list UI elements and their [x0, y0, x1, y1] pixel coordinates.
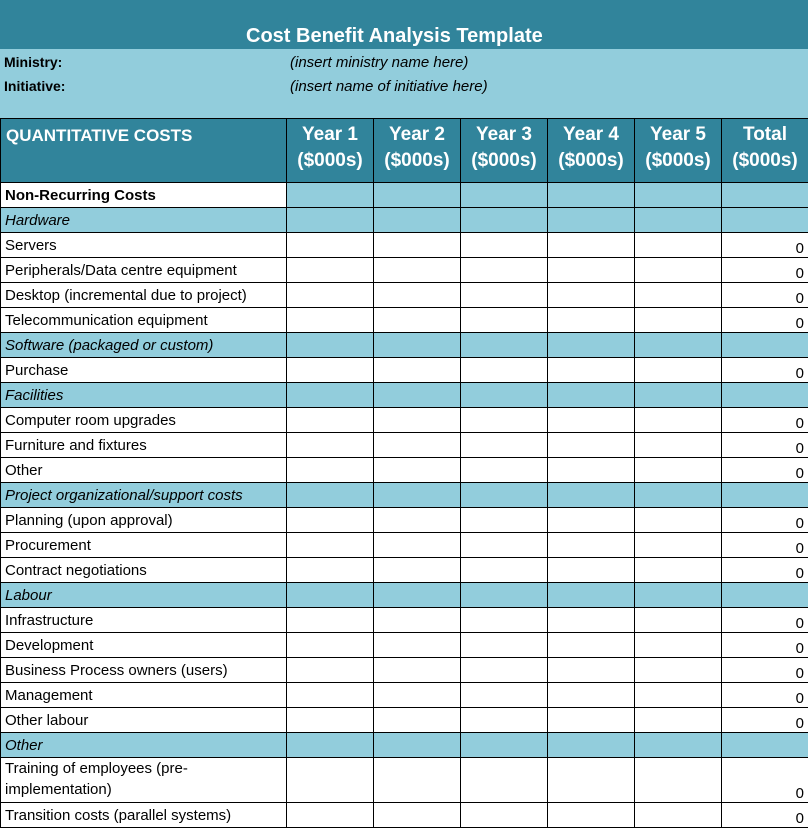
total-cell: 0	[722, 358, 808, 383]
year-2-cell[interactable]	[374, 633, 461, 658]
year-1-cell[interactable]	[287, 408, 374, 433]
year-3-cell[interactable]	[461, 558, 548, 583]
total-cell: 0	[722, 458, 808, 483]
year-5-cell[interactable]	[635, 803, 722, 828]
column-header-line1: Total	[722, 122, 808, 148]
year-4-cell[interactable]	[548, 583, 635, 608]
column-header-line1: Year 1	[287, 122, 373, 148]
year-2-cell[interactable]	[374, 208, 461, 233]
year-5-cell[interactable]	[635, 258, 722, 283]
total-cell: 0	[722, 258, 808, 283]
total-cell	[722, 483, 808, 508]
row-label: Other	[1, 733, 287, 758]
year-4-cell[interactable]	[548, 608, 635, 633]
year-3-cell[interactable]	[461, 608, 548, 633]
ministry-value[interactable]: (insert ministry name here)	[290, 54, 468, 71]
total-cell: 0	[722, 658, 808, 683]
year-5-cell[interactable]	[635, 533, 722, 558]
year-5-cell[interactable]	[635, 708, 722, 733]
table-row	[1, 758, 808, 803]
year-2-cell[interactable]	[374, 508, 461, 533]
total-cell	[722, 333, 808, 358]
year-5-cell[interactable]	[635, 283, 722, 308]
year-2-cell[interactable]	[374, 258, 461, 283]
table-row	[1, 308, 808, 333]
column-header-year-2	[374, 119, 461, 183]
year-5-cell[interactable]	[635, 333, 722, 358]
year-1-cell[interactable]	[287, 658, 374, 683]
year-3-cell[interactable]	[461, 483, 548, 508]
table-row	[1, 658, 808, 683]
year-3-cell[interactable]	[461, 408, 548, 433]
year-2-cell[interactable]	[374, 383, 461, 408]
year-1-cell[interactable]	[287, 333, 374, 358]
year-1-cell[interactable]	[287, 308, 374, 333]
column-header-year-5	[635, 119, 722, 183]
year-3-cell[interactable]	[461, 533, 548, 558]
year-3-cell[interactable]	[461, 208, 548, 233]
year-4-cell[interactable]	[548, 433, 635, 458]
year-4-cell[interactable]	[548, 483, 635, 508]
year-4-cell[interactable]	[548, 183, 635, 208]
row-label: Planning (upon approval)	[1, 508, 287, 533]
total-cell: 0	[722, 633, 808, 658]
total-cell: 0	[722, 308, 808, 333]
total-cell: 0	[722, 708, 808, 733]
column-header-line1: Year 3	[461, 122, 547, 148]
total-cell: 0	[722, 233, 808, 258]
total-cell	[722, 208, 808, 233]
year-5-cell[interactable]	[635, 608, 722, 633]
year-1-cell[interactable]	[287, 733, 374, 758]
ministry-label: Ministry:	[4, 54, 62, 70]
year-3-cell[interactable]	[461, 583, 548, 608]
year-3-cell[interactable]	[461, 283, 548, 308]
year-2-cell[interactable]	[374, 733, 461, 758]
year-2-cell[interactable]	[374, 533, 461, 558]
year-4-cell[interactable]	[548, 533, 635, 558]
row-label: Telecommunication equipment	[1, 308, 287, 333]
row-label: Software (packaged or custom)	[1, 333, 287, 358]
row-label: Servers	[1, 233, 287, 258]
year-1-cell[interactable]	[287, 258, 374, 283]
year-2-cell[interactable]	[374, 583, 461, 608]
section-row	[1, 208, 808, 233]
total-cell: 0	[722, 683, 808, 708]
year-1-cell[interactable]	[287, 558, 374, 583]
year-1-cell[interactable]	[287, 803, 374, 828]
year-1-cell[interactable]	[287, 383, 374, 408]
table-row	[1, 683, 808, 708]
year-5-cell[interactable]	[635, 433, 722, 458]
year-2-cell[interactable]	[374, 283, 461, 308]
column-header-line2: ($000s)	[374, 148, 460, 174]
year-1-cell[interactable]	[287, 458, 374, 483]
total-cell	[722, 583, 808, 608]
year-5-cell[interactable]	[635, 658, 722, 683]
year-5-cell[interactable]	[635, 633, 722, 658]
year-2-cell[interactable]	[374, 483, 461, 508]
page-title: Cost Benefit Analysis Template	[246, 25, 543, 48]
year-3-cell[interactable]	[461, 733, 548, 758]
year-5-cell[interactable]	[635, 683, 722, 708]
year-4-cell[interactable]	[548, 683, 635, 708]
year-3-cell[interactable]	[461, 803, 548, 828]
year-2-cell[interactable]	[374, 683, 461, 708]
year-3-cell[interactable]	[461, 233, 548, 258]
table-row	[1, 258, 808, 283]
total-cell: 0	[722, 558, 808, 583]
year-2-cell[interactable]	[374, 333, 461, 358]
row-label: Contract negotiations	[1, 558, 287, 583]
row-label: Infrastructure	[1, 608, 287, 633]
year-1-cell[interactable]	[287, 633, 374, 658]
year-5-cell[interactable]	[635, 583, 722, 608]
year-1-cell[interactable]	[287, 583, 374, 608]
year-3-cell[interactable]	[461, 308, 548, 333]
year-4-cell[interactable]	[548, 308, 635, 333]
table-row	[1, 433, 808, 458]
year-4-cell[interactable]	[548, 283, 635, 308]
year-5-cell[interactable]	[635, 183, 722, 208]
year-1-cell[interactable]	[287, 533, 374, 558]
section-row	[1, 733, 808, 758]
year-3-cell[interactable]	[461, 333, 548, 358]
year-3-cell[interactable]	[461, 383, 548, 408]
year-4-cell[interactable]	[548, 333, 635, 358]
table-row	[1, 633, 808, 658]
year-1-cell[interactable]	[287, 283, 374, 308]
year-4-cell[interactable]	[548, 408, 635, 433]
year-2-cell[interactable]	[374, 758, 461, 803]
year-4-cell[interactable]	[548, 708, 635, 733]
year-4-cell[interactable]	[548, 803, 635, 828]
year-2-cell[interactable]	[374, 708, 461, 733]
year-4-cell[interactable]	[548, 383, 635, 408]
year-4-cell[interactable]	[548, 258, 635, 283]
year-5-cell[interactable]	[635, 383, 722, 408]
year-4-cell[interactable]	[548, 733, 635, 758]
year-5-cell[interactable]	[635, 733, 722, 758]
row-label: Other labour	[1, 708, 287, 733]
year-2-cell[interactable]	[374, 308, 461, 333]
initiative-value[interactable]: (insert name of initiative here)	[290, 78, 488, 95]
year-2-cell[interactable]	[374, 183, 461, 208]
total-cell	[722, 733, 808, 758]
year-5-cell[interactable]	[635, 558, 722, 583]
year-4-cell[interactable]	[548, 558, 635, 583]
row-label: Labour	[1, 583, 287, 608]
year-3-cell[interactable]	[461, 633, 548, 658]
total-cell: 0	[722, 433, 808, 458]
row-label: Peripherals/Data centre equipment	[1, 258, 287, 283]
year-5-cell[interactable]	[635, 408, 722, 433]
total-cell: 0	[722, 608, 808, 633]
total-cell	[722, 183, 808, 208]
column-header-line2: ($000s)	[461, 148, 547, 174]
year-3-cell[interactable]	[461, 358, 548, 383]
year-3-cell[interactable]	[461, 458, 548, 483]
row-label: Furniture and fixtures	[1, 433, 287, 458]
column-header-line2: ($000s)	[287, 148, 373, 174]
year-3-cell[interactable]	[461, 183, 548, 208]
year-2-cell[interactable]	[374, 358, 461, 383]
year-3-cell[interactable]	[461, 508, 548, 533]
year-5-cell[interactable]	[635, 308, 722, 333]
year-1-cell[interactable]	[287, 183, 374, 208]
total-cell: 0	[722, 758, 808, 803]
year-4-cell[interactable]	[548, 458, 635, 483]
table-row	[1, 533, 808, 558]
total-cell: 0	[722, 533, 808, 558]
year-4-cell[interactable]	[548, 658, 635, 683]
section-row	[1, 383, 808, 408]
spacer-band	[0, 100, 808, 118]
year-5-cell[interactable]	[635, 758, 722, 803]
year-5-cell[interactable]	[635, 483, 722, 508]
year-1-cell[interactable]	[287, 233, 374, 258]
year-3-cell[interactable]	[461, 708, 548, 733]
table-row	[1, 508, 808, 533]
total-cell: 0	[722, 508, 808, 533]
section-row	[1, 183, 808, 208]
table-row	[1, 558, 808, 583]
year-4-cell[interactable]	[548, 233, 635, 258]
year-5-cell[interactable]	[635, 208, 722, 233]
year-5-cell[interactable]	[635, 358, 722, 383]
year-3-cell[interactable]	[461, 658, 548, 683]
section-row	[1, 583, 808, 608]
row-label: Development	[1, 633, 287, 658]
year-2-cell[interactable]	[374, 233, 461, 258]
column-header-line1: Year 4	[548, 122, 634, 148]
table-row	[1, 708, 808, 733]
column-header-line1: Year 5	[635, 122, 721, 148]
total-cell: 0	[722, 283, 808, 308]
year-4-cell[interactable]	[548, 208, 635, 233]
initiative-label: Initiative:	[4, 78, 65, 94]
column-header-year-3	[461, 119, 548, 183]
year-2-cell[interactable]	[374, 408, 461, 433]
row-label: Non-Recurring Costs	[1, 183, 287, 208]
column-header-line2: ($000s)	[635, 148, 721, 174]
row-label: Training of employees (pre-implementation)	[1, 758, 287, 803]
year-1-cell[interactable]	[287, 758, 374, 803]
table-row	[1, 608, 808, 633]
year-1-cell[interactable]	[287, 208, 374, 233]
year-4-cell[interactable]	[548, 758, 635, 803]
year-1-cell[interactable]	[287, 608, 374, 633]
total-cell: 0	[722, 408, 808, 433]
table-row	[1, 408, 808, 433]
year-5-cell[interactable]	[635, 233, 722, 258]
table-row	[1, 233, 808, 258]
total-cell: 0	[722, 803, 808, 828]
column-header-year-1	[287, 119, 374, 183]
table-row	[1, 458, 808, 483]
table-body	[1, 183, 808, 828]
row-label: Desktop (incremental due to project)	[1, 283, 287, 308]
row-label: Procurement	[1, 533, 287, 558]
row-label: Other	[1, 458, 287, 483]
year-2-cell[interactable]	[374, 608, 461, 633]
row-label: Hardware	[1, 208, 287, 233]
row-label: Management	[1, 683, 287, 708]
section-row	[1, 333, 808, 358]
row-label: Computer room upgrades	[1, 408, 287, 433]
table-row	[1, 283, 808, 308]
year-1-cell[interactable]	[287, 483, 374, 508]
row-label: Transition costs (parallel systems)	[1, 803, 287, 828]
column-header-line1: Year 2	[374, 122, 460, 148]
year-5-cell[interactable]	[635, 458, 722, 483]
year-3-cell[interactable]	[461, 258, 548, 283]
year-4-cell[interactable]	[548, 508, 635, 533]
year-2-cell[interactable]	[374, 433, 461, 458]
title-bar	[0, 0, 808, 49]
year-1-cell[interactable]	[287, 358, 374, 383]
year-5-cell[interactable]	[635, 508, 722, 533]
year-2-cell[interactable]	[374, 458, 461, 483]
year-2-cell[interactable]	[374, 803, 461, 828]
column-header-year-4	[548, 119, 635, 183]
column-header-line2: ($000s)	[548, 148, 634, 174]
year-1-cell[interactable]	[287, 708, 374, 733]
year-2-cell[interactable]	[374, 558, 461, 583]
year-1-cell[interactable]	[287, 433, 374, 458]
section-header: QUANTITATIVE COSTS	[1, 119, 287, 183]
table-row	[1, 358, 808, 383]
total-cell	[722, 383, 808, 408]
row-label: Project organizational/support costs	[1, 483, 287, 508]
row-label: Business Process owners (users)	[1, 658, 287, 683]
year-3-cell[interactable]	[461, 683, 548, 708]
table-row	[1, 803, 808, 828]
year-4-cell[interactable]	[548, 358, 635, 383]
year-3-cell[interactable]	[461, 433, 548, 458]
column-header-total	[722, 119, 808, 183]
year-2-cell[interactable]	[374, 658, 461, 683]
row-label: Facilities	[1, 383, 287, 408]
section-row	[1, 483, 808, 508]
year-1-cell[interactable]	[287, 508, 374, 533]
row-label: Purchase	[1, 358, 287, 383]
column-header-line2: ($000s)	[722, 148, 808, 174]
year-1-cell[interactable]	[287, 683, 374, 708]
cost-table	[0, 118, 808, 828]
header-row	[1, 119, 808, 183]
year-4-cell[interactable]	[548, 633, 635, 658]
year-3-cell[interactable]	[461, 758, 548, 803]
